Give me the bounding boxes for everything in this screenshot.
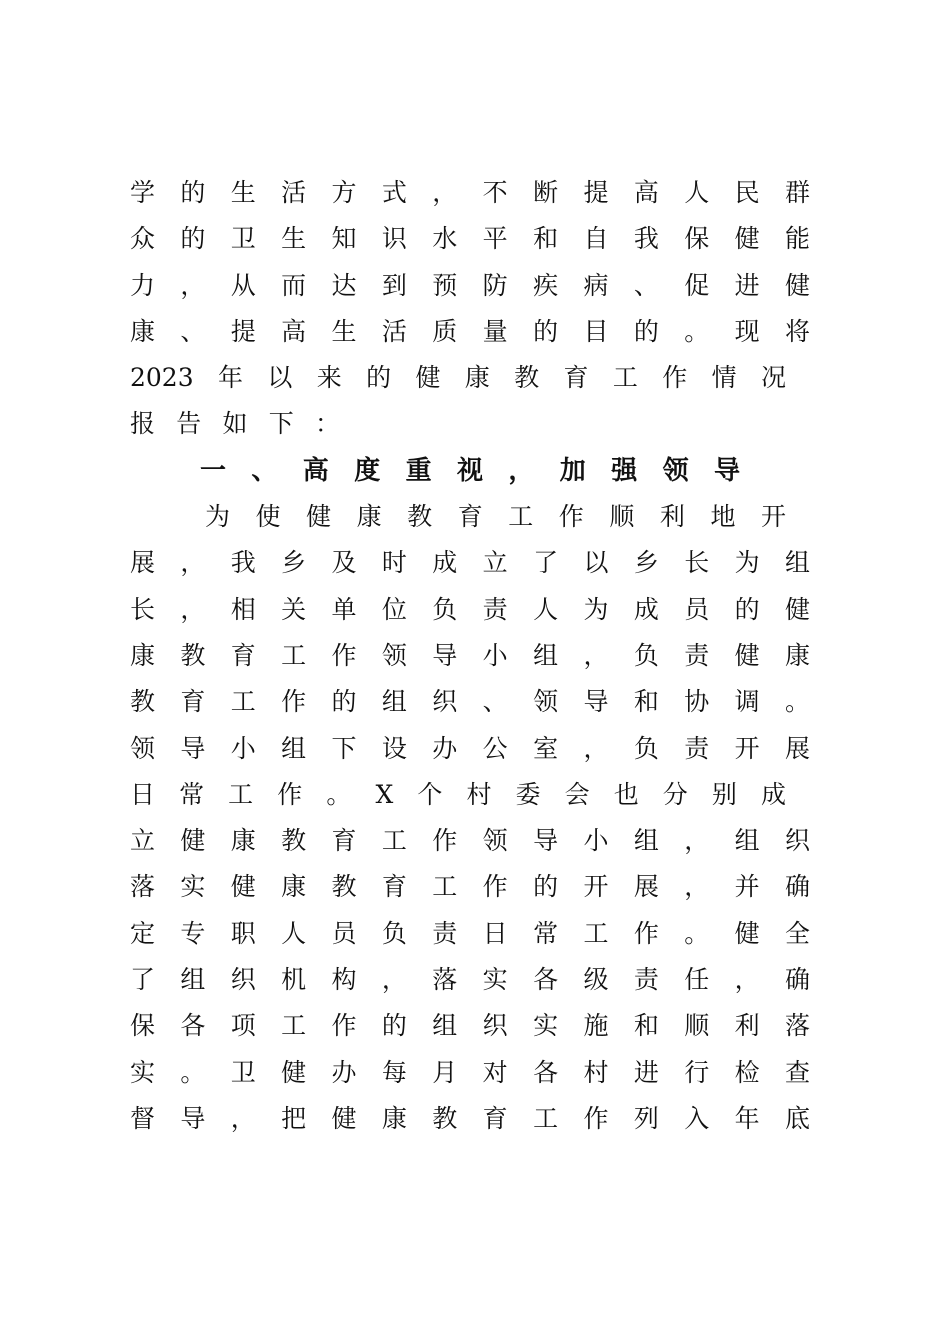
paragraph-line: 报告如下： <box>130 409 340 439</box>
paragraph-line: 保各项工作的组织实施和顺利落 <box>130 1011 810 1041</box>
section-heading: 一、高度重视，加强领导 <box>200 455 740 486</box>
paragraph-line: 学的生活方式，不断提高人民群 <box>130 178 810 207</box>
paragraph-line: 康教育工作领导小组，负责健康 <box>130 640 810 670</box>
body-text <box>130 170 810 1142</box>
paragraph-line: 教育工作的组织、领导和协调。 <box>130 687 810 717</box>
paragraph-line: 落实健康教育工作的开展，并确 <box>130 872 810 902</box>
paragraph-line: 众的卫生知识水平和自我保健能 <box>130 224 810 254</box>
paragraph-line: 展，我乡及时成立了以乡长为组 <box>130 548 810 578</box>
paragraph-line: 定专职人员负责日常工作。健全 <box>130 918 810 948</box>
paragraph-line: 立健康教育工作领导小组，组织 <box>130 826 810 856</box>
paragraph-line: 2023年以来的健康教育工作情况 <box>130 363 786 393</box>
paragraph-line: 长，相关单位负责人为成员的健 <box>130 594 810 624</box>
paragraph-line: 督导，把健康教育工作列入年底 <box>130 1103 810 1133</box>
paragraph-line: 领导小组下设办公室，负责开展 <box>130 733 810 763</box>
paragraph-line: 康、提高生活质量的目的。现将 <box>130 316 810 346</box>
paragraph-line: 为使健康教育工作顺利地开 <box>205 502 786 532</box>
paragraph-line: 力，从而达到预防疾病、促进健 <box>130 270 810 300</box>
paragraph-line: 日常工作。X个村委会也分别成 <box>130 779 786 809</box>
paragraph-line: 了组织机构，落实各级责任，确 <box>130 965 810 995</box>
paragraph-line: 实。卫健办每月对各村进行检查 <box>130 1057 810 1087</box>
